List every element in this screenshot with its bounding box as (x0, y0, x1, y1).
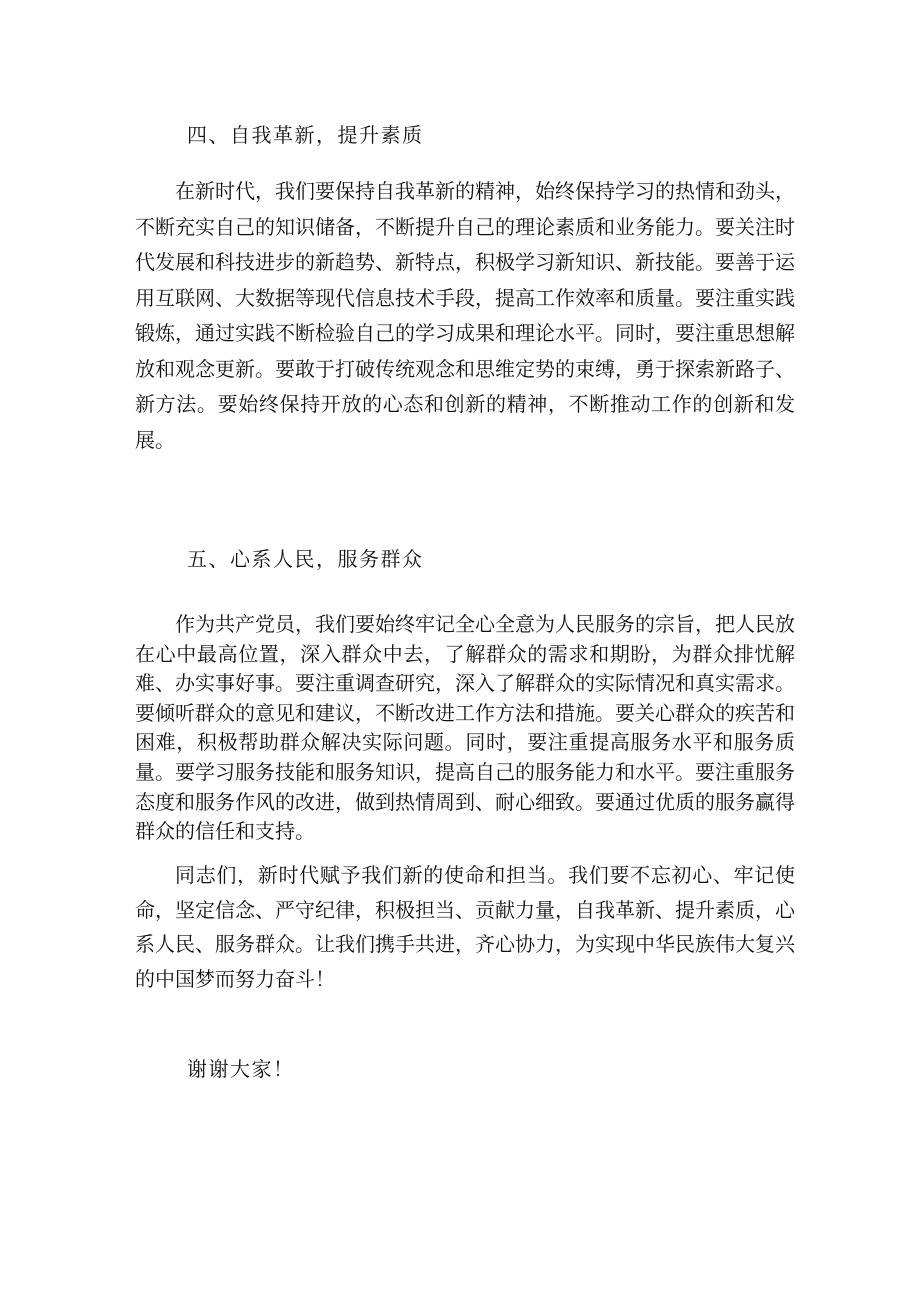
section-heading-self-innovation: 四、自我革新，提升素质 (187, 123, 424, 147)
section-heading-serve-people: 五、心系人民，服务群众 (187, 547, 424, 571)
section-paragraph-serve-people: 作为共产党员，我们要始终牢记全心全意为人民服务的宗旨，把人民放在心中最高位置，深入群众中去，了解群众的需求和期盼，为群众排忧解难、办实事好事。要注重调查研究，深入了解群众的实际情况和真实需求。要倾听群众的意见和建议，不断改进工作方法和措施。要关心群众的疾苦和困难，积极帮助群众解决实际问题。同时，要注重提高服务水平和服务质量。要学习服务技能和服务知识，提高自己的服务能力和水平。要注重服务态度和服务作风的改进，做到热情周到、耐心细致。要通过优质的服务赢得群众的信任和支持。 (135, 612, 795, 844)
conclusion-paragraph: 同志们，新时代赋予我们新的使命和担当。我们要不忘初心、牢记使命，坚定信念、严守纪律，积极担当、贡献力量，自我革新、提升素质，心系人民、服务群众。让我们携手共进，齐心协力，为实现中华民族伟大复兴的中国梦而努力奋斗！ (135, 863, 795, 991)
closing-thanks: 谢谢大家！ (187, 1057, 295, 1081)
section-paragraph-self-innovation: 在新时代，我们要保持自我革新的精神，始终保持学习的热情和劲头，不断充实自己的知识储备，不断提升自己的理论素质和业务能力。要关注时代发展和科技进步的新趋势、新特点，积极学习新知识、新技能。要善于运用互联网、大数据等现代信息技术手段，提高工作效率和质量。要注重实践锻炼，通过实践不断检验自己的学习成果和理论水平。同时，要注重思想解放和观念更新。要敢于打破传统观念和思维定势的束缚，勇于探索新路子、新方法。要始终保持开放的心态和创新的精神，不断推动工作的创新和发展。 (135, 179, 795, 452)
